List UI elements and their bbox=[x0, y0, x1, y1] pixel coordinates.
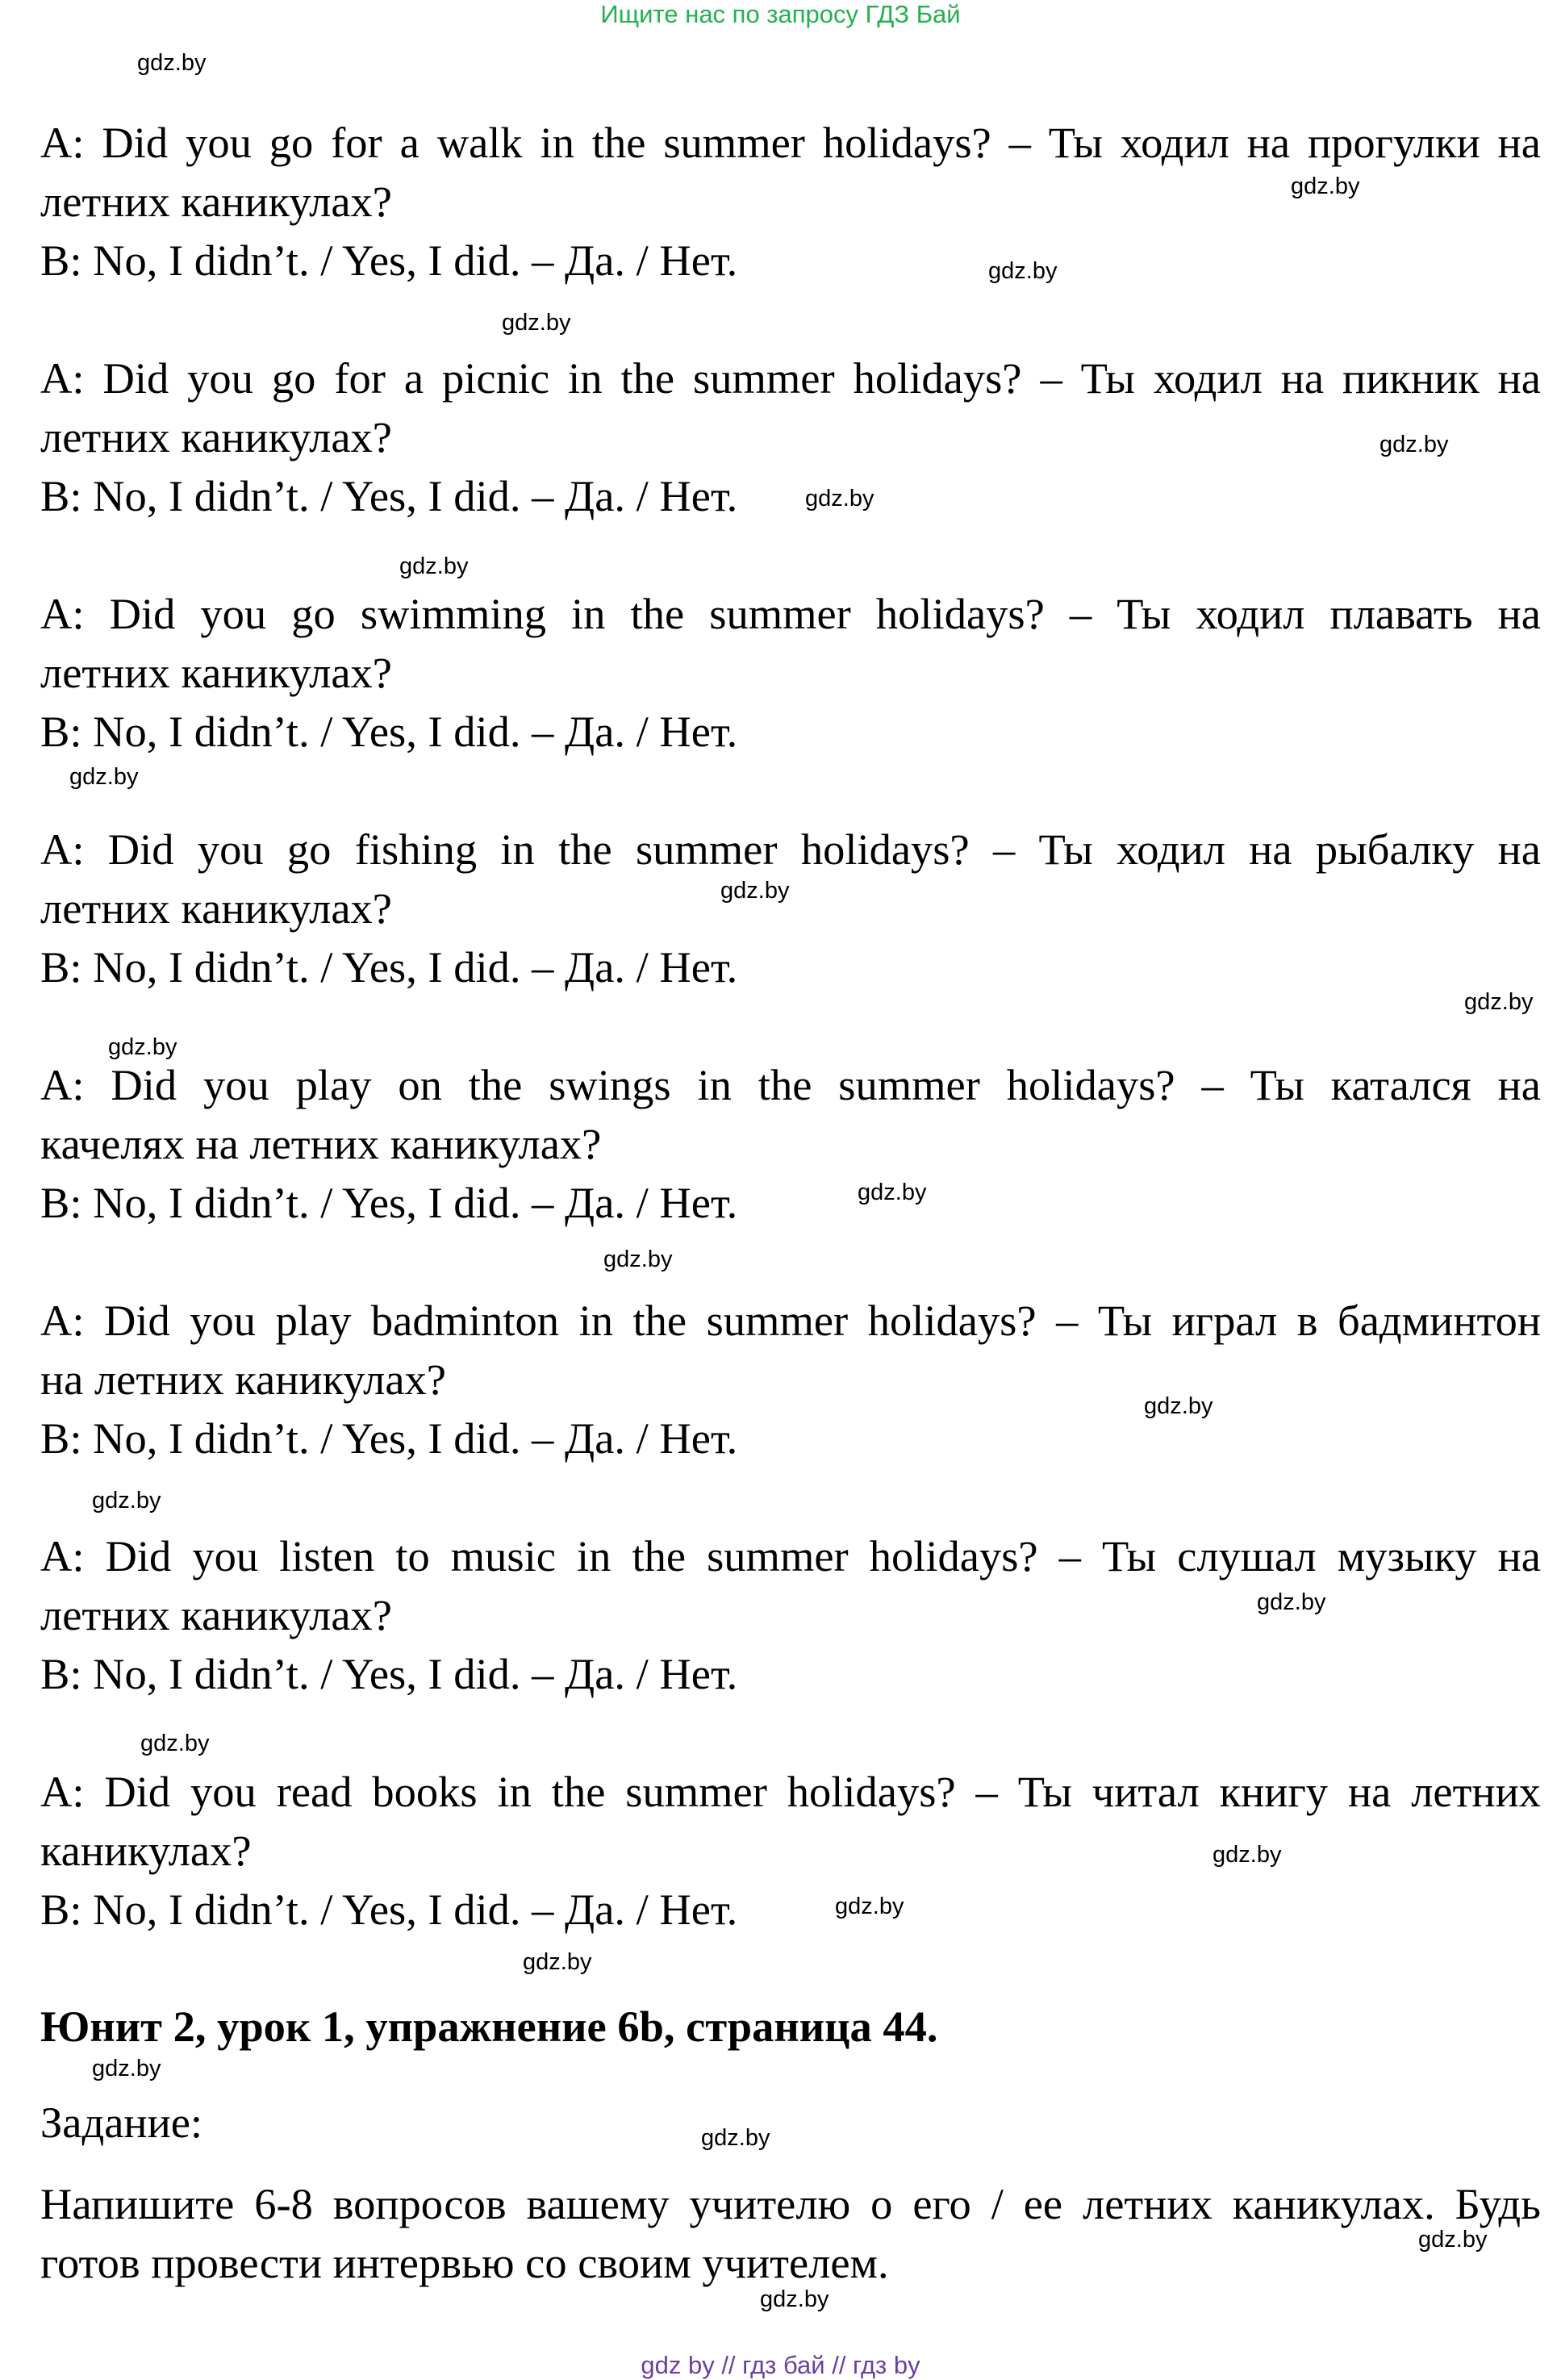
dialog-7 bbox=[40, 1526, 1541, 1703]
task-label: Задание: bbox=[40, 2098, 203, 2147]
question-line: A: Did you go for a picnic in the summer holidays? – Ты ходил на пикник на bbox=[40, 353, 1541, 403]
watermark: gdz.by bbox=[1418, 2227, 1488, 2253]
answer-line: B: No, I didn’t. / Yes, I did. – Да. / Нет. bbox=[40, 471, 738, 520]
search-banner[interactable]: Ищите нас по запросу ГДЗ Бай bbox=[600, 0, 961, 28]
watermark: gdz.by bbox=[603, 1246, 673, 1272]
watermark: gdz.by bbox=[523, 1949, 592, 1975]
exercise-heading: Юнит 2, урок 1, упражнение 6b, страница 44. bbox=[40, 2002, 938, 2051]
watermark: gdz.by bbox=[1144, 1393, 1213, 1419]
answer-line: B: No, I didn’t. / Yes, I did. – Да. / Нет. bbox=[40, 1413, 738, 1463]
watermark: gdz.by bbox=[399, 553, 469, 579]
question-line-cont: летних каникулах? bbox=[40, 648, 392, 697]
task-text bbox=[40, 2174, 1541, 2292]
watermark: gdz.by bbox=[69, 764, 139, 790]
watermark: gdz.by bbox=[92, 2056, 161, 2081]
question-line: A: Did you go fishing in the summer holidays? – Ты ходил на рыбалку на bbox=[40, 825, 1541, 874]
watermark: gdz.by bbox=[720, 878, 790, 904]
question-line-cont: на летних каникулах? bbox=[40, 1355, 446, 1404]
watermark: gdz.by bbox=[701, 2125, 770, 2151]
watermark: gdz.by bbox=[858, 1180, 927, 1205]
watermark: gdz.by bbox=[805, 486, 874, 511]
dialog-2 bbox=[40, 349, 1541, 525]
dialog-5 bbox=[40, 1055, 1541, 1232]
question-line: A: Did you listen to music in the summer holidays? – Ты слушал музыку на bbox=[40, 1531, 1541, 1580]
watermark: gdz.by bbox=[988, 258, 1058, 284]
watermark: gdz.by bbox=[760, 2286, 829, 2312]
question-line: A: Did you play on the swings in the summer holidays? – Ты катался на bbox=[40, 1060, 1541, 1109]
watermark: gdz.by bbox=[1212, 1842, 1282, 1868]
dialog-1 bbox=[40, 113, 1541, 290]
dialog-6 bbox=[40, 1291, 1541, 1468]
question-line-cont: качелях на летних каникулах? bbox=[40, 1119, 602, 1168]
watermark: gdz.by bbox=[108, 1034, 177, 1060]
answer-line: B: No, I didn’t. / Yes, I did. – Да. / Нет. bbox=[40, 1885, 738, 1934]
watermark: gdz.by bbox=[835, 1894, 904, 1919]
watermark: gdz.by bbox=[502, 310, 571, 336]
answer-line: B: No, I didn’t. / Yes, I did. – Да. / Нет. bbox=[40, 707, 738, 756]
watermark: gdz.by bbox=[1291, 173, 1360, 199]
answer-line: B: No, I didn’t. / Yes, I did. – Да. / Нет. bbox=[40, 1649, 738, 1698]
question-line: A: Did you go swimming in the summer holidays? – Ты ходил плавать на bbox=[40, 589, 1541, 638]
watermark: gdz.by bbox=[137, 50, 207, 76]
dialog-8 bbox=[40, 1762, 1541, 1939]
dialog-4 bbox=[40, 820, 1541, 996]
question-line-cont: летних каникулах? bbox=[40, 177, 392, 226]
task-line-cont: готов провести интервью со своим учителем. bbox=[40, 2238, 889, 2287]
question-line-cont: летних каникулах? bbox=[40, 1590, 392, 1639]
watermark: gdz.by bbox=[1464, 989, 1534, 1015]
watermark: gdz.by bbox=[1257, 1589, 1326, 1615]
watermark: gdz.by bbox=[140, 1731, 210, 1756]
question-line-cont: летних каникулах? bbox=[40, 883, 392, 933]
answer-line: B: No, I didn’t. / Yes, I did. – Да. / Нет. bbox=[40, 1178, 738, 1227]
watermark: gdz.by bbox=[92, 1488, 161, 1514]
question-line: A: Did you play badminton in the summer holidays? – Ты играл в бадминтон bbox=[40, 1296, 1541, 1345]
question-line-cont: каникулах? bbox=[40, 1826, 252, 1875]
watermark: gdz.by bbox=[1379, 432, 1449, 457]
question-line-cont: летних каникулах? bbox=[40, 412, 392, 461]
dialog-3 bbox=[40, 584, 1541, 761]
footer-links[interactable]: gdz by // гдз бай // гдз by bbox=[641, 2351, 920, 2379]
question-line: A: Did you read books in the summer holidays? – Ты читал книгу на летних bbox=[40, 1767, 1541, 1816]
question-line: A: Did you go for a walk in the summer holidays? – Ты ходил на прогулки на bbox=[40, 118, 1541, 167]
task-line: Напишите 6-8 вопросов вашему учителю о его / ее летних каникулах. Будь bbox=[40, 2179, 1541, 2228]
answer-line: B: No, I didn’t. / Yes, I did. – Да. / Нет. bbox=[40, 942, 738, 992]
answer-line: B: No, I didn’t. / Yes, I did. – Да. / Нет. bbox=[40, 236, 738, 285]
